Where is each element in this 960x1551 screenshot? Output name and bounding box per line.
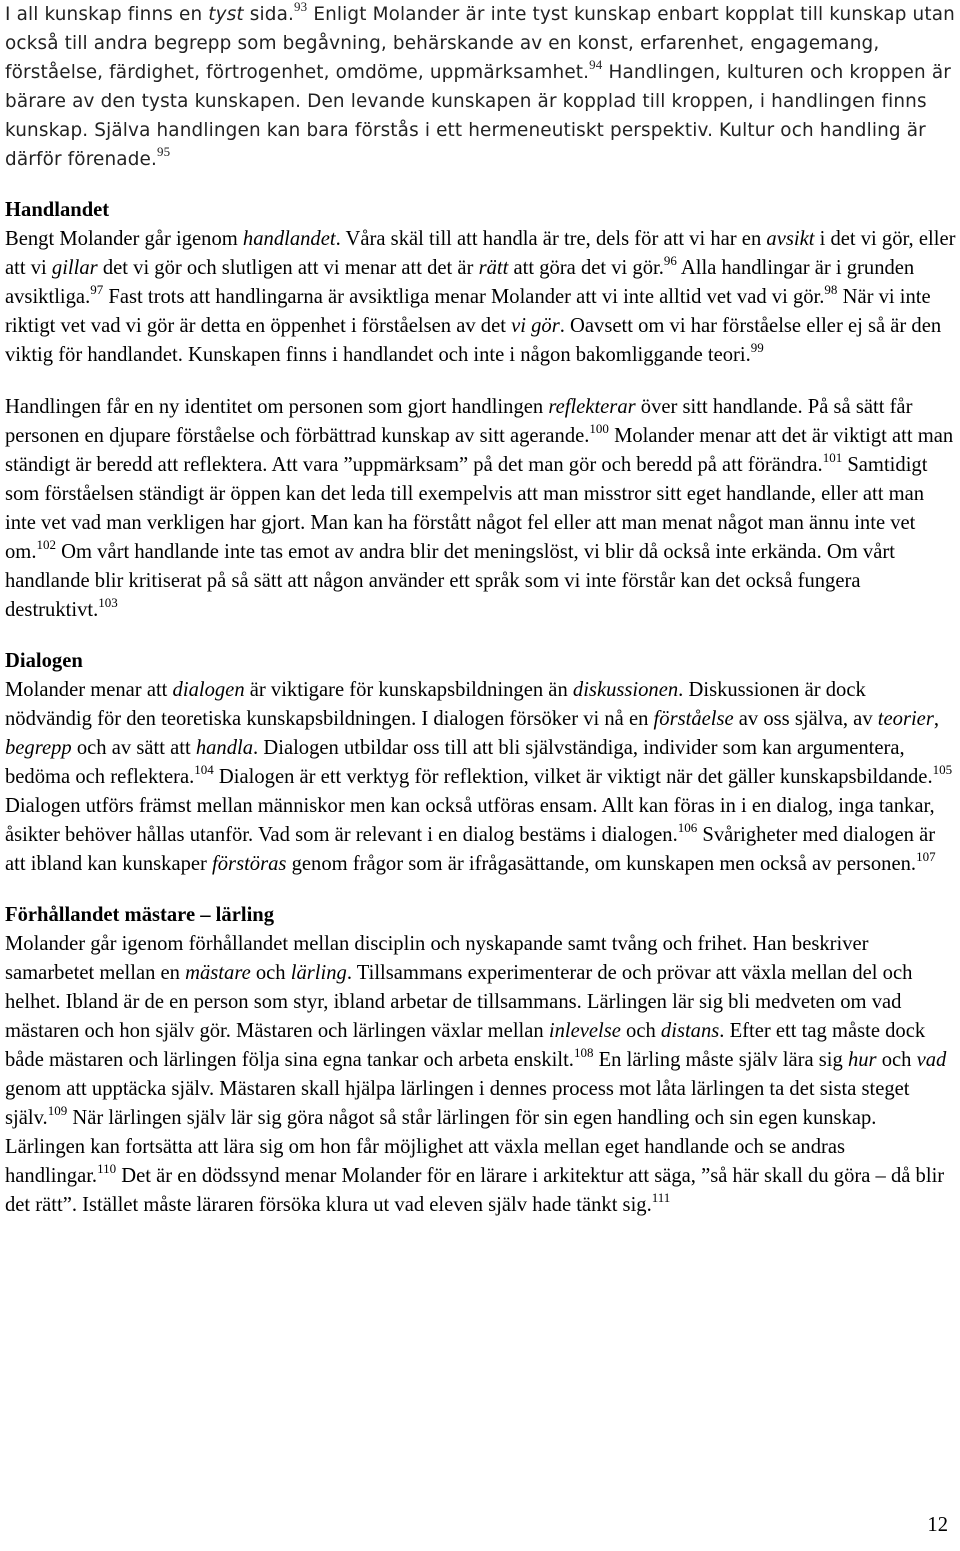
text-run: sida. bbox=[243, 4, 295, 25]
text-run: När lärlingen själv lär sig göra något så står lärlingen för sin egen handling och sin egen kunskap. Lärlingen kan fortsätta att lära sig om hon får möjlighet att växla mellan eget handlande och se andras handlingar. bbox=[5, 1107, 877, 1187]
footnote-ref: 104 bbox=[194, 762, 214, 777]
text-run: av oss själva, av bbox=[733, 708, 878, 730]
text-run: att göra det vi gör. bbox=[508, 257, 664, 279]
text-run: . Oavsett om vi har förståelse eller ej så är den viktig för handlandet. Kunskapen finns i handlandet och inte i någon bakomliggande teori. bbox=[5, 315, 942, 366]
emphasis: vad bbox=[916, 1049, 947, 1071]
footnote-ref: 96 bbox=[663, 253, 677, 268]
text-run: Molander menar att bbox=[5, 679, 173, 701]
text-run: Handlingen får en ny identitet om personen som gjort handlingen bbox=[5, 396, 549, 418]
text-run: genom frågor som är ifrågasättande, om kunskapen men också av personen. bbox=[286, 853, 917, 875]
text-run: En lärling måste själv lära sig bbox=[593, 1049, 848, 1071]
text-run: över sitt handlande. På så sätt får personen en djupare förståelse och förbättrad kunskap av sitt agerande. bbox=[5, 396, 913, 447]
text-run: det vi gör och slutligen att vi menar att det är bbox=[97, 257, 479, 279]
footnote-ref: 111 bbox=[651, 1190, 671, 1205]
text-run: Handlingen, kulturen och kroppen är bärare av den tysta kunskapen. Den levande kunskapen är kopplad till kroppen, i handlingen finns kunskap. Själva handlingen kan bara förstås i ett hermeneutiskt perspektiv. Kultur och handling är därför förenade. bbox=[5, 62, 951, 170]
text-run: . Efter ett tag måste dock både mästaren och lärlingen följa sina egna tankar och arbeta enskilt. bbox=[5, 1020, 926, 1071]
emphasis: hur bbox=[847, 1049, 877, 1071]
text-run: I all kunskap finns en bbox=[5, 4, 209, 25]
footnote-ref: 95 bbox=[157, 144, 171, 159]
emphasis: dialogen bbox=[172, 679, 245, 701]
text-run: och bbox=[620, 1020, 661, 1042]
text-run: . Dialogen utbildar oss till att bli självständiga, individer som kan argumentera, bedöma och reflektera. bbox=[5, 737, 905, 788]
emphasis: avsikt bbox=[766, 228, 815, 250]
emphasis: rätt bbox=[478, 257, 509, 279]
text-run: . Tillsammans experimenterar de och prövar att växla mellan del och helhet. Ibland är de en person som styr, ibland arbetar de tillsammans. Lärlingen lär sig bli medveten om vad mästaren och hon själv gör. Mästaren och lärlingen växlar mellan bbox=[5, 962, 913, 1042]
text-run: Alla handlingar är i grunden avsiktliga. bbox=[5, 257, 915, 308]
intro-paragraph bbox=[5, 0, 956, 174]
footnote-ref: 110 bbox=[97, 1161, 117, 1176]
emphasis: mästare bbox=[185, 962, 251, 984]
text-run: Enligt Molander är inte tyst kunskap enbart kopplat till kunskap utan också till andra begrepp som begåvning, behärskande av en konst, erfarenhet, engagemang, förståelse, färdighet, förtrogenhet, omdöme, uppmärksamhet. bbox=[5, 4, 955, 83]
mastare-paragraph bbox=[5, 930, 956, 1220]
emphasis: handlandet bbox=[242, 228, 336, 250]
footnote-ref: 107 bbox=[916, 849, 936, 864]
footnote-ref: 97 bbox=[90, 282, 104, 297]
text-run: . Diskussionen är dock nödvändig för den teoretiska kunskapsbildningen. I dialogen försöker vi nå en bbox=[5, 679, 866, 730]
footnote-ref: 106 bbox=[677, 820, 698, 835]
text-run: Om vårt handlande inte tas emot av andra blir det meningslöst, vi blir då också inte erkända. Om vårt handlande blir kritiserat på så sätt att någon använder ett språk som vi inte förstår kan det också fungera destruktivt. bbox=[5, 541, 895, 621]
text-run: Bengt Molander går igenom bbox=[5, 228, 243, 250]
text-run: Dialogen utförs främst mellan människor men kan också utföras ensam. Allt kan föras in i en dialog, inga tankar, åsikter behöver hållas utanför. Vad som är relevant i en dialog bestäms i dialogen. bbox=[5, 795, 935, 846]
footnote-ref: 108 bbox=[573, 1045, 594, 1060]
dialogen-paragraph bbox=[5, 676, 956, 879]
section-heading-mastare-larling: Förhållandet mästare – lärling bbox=[5, 904, 275, 926]
emphasis: reflekterar bbox=[548, 396, 636, 418]
handlandet-paragraph-1 bbox=[5, 225, 956, 370]
footnote-ref: 98 bbox=[824, 282, 838, 297]
text-run: Dialogen är ett verktyg för reflektion, vilket är viktigt när det gäller kunskapsbildande. bbox=[213, 766, 933, 788]
emphasis: lärling bbox=[290, 962, 347, 984]
text-run: i det vi gör, eller att vi bbox=[5, 228, 956, 279]
text-run: Molander menar att det är viktigt att man ständigt är beredd att reflektera. Att vara ”uppmärksam” på det man gör och beredd på att förändra. bbox=[5, 425, 954, 476]
text-run: . Våra skäl till att handla är tre, dels för att vi har en bbox=[335, 228, 767, 250]
text-run: och av sätt att bbox=[71, 737, 196, 759]
emphasis: gillar bbox=[51, 257, 98, 279]
text-run: Det är en dödssynd menar Molander för en lärare i arkitektur att säga, ”så här skall du göra – då blir det rätt”. Istället måste läraren försöka klura ut vad eleven själv hade tänkt sig. bbox=[5, 1165, 945, 1216]
text-run: genom att upptäcka själv. Mästaren skall hjälpa lärlingen i dennes process mot låta lärlingen ta det sista steget själv. bbox=[5, 1078, 910, 1129]
emphasis: förstöras bbox=[212, 853, 287, 875]
footnote-ref: 100 bbox=[589, 421, 609, 436]
footnote-ref: 93 bbox=[294, 0, 308, 14]
page-number: 12 bbox=[927, 1514, 948, 1536]
text-run: , bbox=[933, 708, 939, 730]
text-run: och bbox=[250, 962, 291, 984]
footnote-ref: 109 bbox=[47, 1103, 68, 1118]
emphasis: handla bbox=[195, 737, 254, 759]
section-heading-handlandet: Handlandet bbox=[5, 199, 110, 221]
handlandet-paragraph-2 bbox=[5, 393, 956, 625]
footnote-ref: 105 bbox=[932, 762, 953, 777]
emphasis: vi gör bbox=[511, 315, 560, 337]
text-run: Molander går igenom förhållandet mellan disciplin och nyskapande samt tvång och frihet. Han beskriver samarbetet mellan en bbox=[5, 933, 869, 984]
text-run: Fast trots att handlingarna är avsiktliga menar Molander att vi inte alltid vet vad vi gör. bbox=[103, 286, 825, 308]
footnote-ref: 94 bbox=[589, 57, 603, 72]
footnote-ref: 103 bbox=[98, 595, 118, 610]
footnote-ref: 99 bbox=[750, 340, 764, 355]
text-run: Samtidigt som förståelsen ständigt är öppen kan det leda till exempelvis att man misstror sitt eget handlande, eller att man inte vet vad man verkligen har gjort. Man kan ha förstått något fel eller att man menat något man ännu inte vet om. bbox=[5, 454, 928, 563]
emphasis: begrepp bbox=[5, 737, 72, 759]
emphasis: tyst bbox=[208, 4, 244, 25]
emphasis: förståelse bbox=[653, 708, 734, 730]
text-run: är viktigare för kunskapsbildningen än bbox=[244, 679, 573, 701]
emphasis: inlevelse bbox=[548, 1020, 621, 1042]
emphasis: teorier bbox=[877, 708, 934, 730]
section-heading-dialogen: Dialogen bbox=[5, 650, 83, 672]
text-run: När vi inte riktigt vet vad vi gör är detta en öppenhet i förståelsen av det bbox=[5, 286, 931, 337]
text-run: och bbox=[876, 1049, 917, 1071]
footnote-ref: 101 bbox=[822, 450, 843, 465]
footnote-ref: 102 bbox=[36, 537, 56, 552]
emphasis: diskussionen bbox=[572, 679, 679, 701]
text-run: Svårigheter med dialogen är att ibland kan kunskaper bbox=[5, 824, 936, 875]
emphasis: distans bbox=[660, 1020, 720, 1042]
